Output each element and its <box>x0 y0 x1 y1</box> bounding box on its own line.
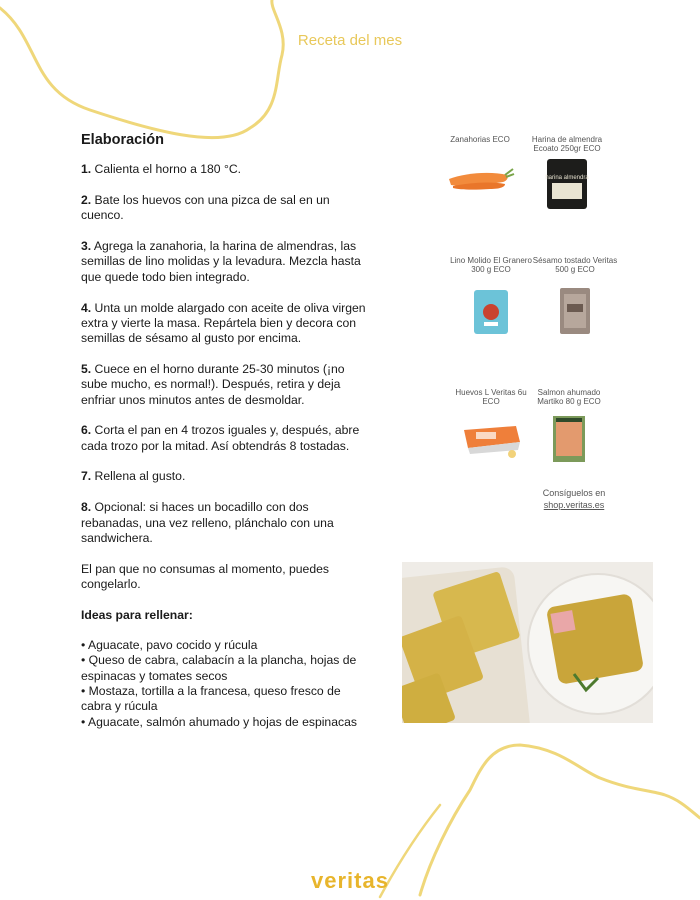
section-heading: Elaboración <box>81 132 164 148</box>
product-sesame[interactable] <box>530 256 620 336</box>
product-almond-flour[interactable] <box>522 135 612 213</box>
carrot-image <box>445 155 515 195</box>
list-item: • Aguacate, pavo cocido y rúcula <box>81 638 258 653</box>
sesame-bag-image <box>550 276 600 336</box>
step-2: 2. Bate los huevos con una pizca de sal en un cuenco. <box>81 193 330 223</box>
sandwich-photo <box>402 562 653 723</box>
step-4: 4. Unta un molde alargado con aceite de oliva virgen extra y vierte la masa. Repártela bien y decora con semillas de sésamo al gusto por encima. <box>81 300 366 346</box>
step-5: 5. Cuece en el horno durante 25-30 minutos (¡no sube mucho, es normal!). Después, retira y deja enfriar unos minutos antes de desmoldar. <box>81 361 345 407</box>
freeze-note: El pan que no consumas al momento, puedes congelarlo. <box>81 561 329 591</box>
salmon-pack-image <box>544 408 594 464</box>
product-name: Huevos L Veritas 6u ECO <box>455 388 527 406</box>
product-name: Salmon ahumado Martiko 80 g ECO <box>537 388 601 406</box>
ideas-heading: Ideas para rellenar: <box>81 607 193 622</box>
almond-flour-bag-image <box>542 155 592 213</box>
product-flax[interactable] <box>446 256 536 336</box>
step-6: 6. Corta el pan en 4 trozos iguales y, después, abre cada trozo por la mitad. Así obtendrás 8 tostadas. <box>81 423 360 453</box>
product-salmon[interactable] <box>524 388 614 464</box>
product-name: Harina de almendra Ecoato 250gr ECO <box>531 135 603 153</box>
package-label: harina almendra <box>545 175 589 181</box>
step-7: 7. Rellena al gusto. <box>81 469 186 484</box>
cta-text: Consíguelos en <box>542 488 606 498</box>
flax-bag-image <box>466 276 516 336</box>
product-eggs[interactable] <box>446 388 536 460</box>
eggs-box-image <box>456 408 526 460</box>
step-3: 3. Agrega la zanahoria, la harina de almendras, las semillas de lino molidas y la levadura. Mezcla hasta que quede todo bien integrado. <box>81 239 361 284</box>
product-name: Lino Molido El Granero 300 g ECO <box>450 256 532 274</box>
recipe-instructions <box>81 133 371 730</box>
page-title: Receta del mes <box>297 32 403 49</box>
product-carrots[interactable] <box>435 135 525 195</box>
list-item: • Mostaza, tortilla a la francesa, queso fresco de cabra y rúcula <box>81 683 341 714</box>
product-name: Sésamo tostado Veritas 500 g ECO <box>532 256 618 274</box>
step-1: 1. Calienta el horno a 180 °C. <box>81 162 242 177</box>
step-8: 8. Opcional: si haces un bocadillo con dos rebanadas, una vez relleno, plánchalo con una sandwichera. <box>81 500 334 545</box>
shop-callout <box>530 487 618 511</box>
veritas-logo: veritas <box>311 868 389 893</box>
list-item: • Queso de cabra, calabacín a la plancha, hojas de espinacas y tomates secos <box>81 653 357 683</box>
list-item: • Aguacate, salmón ahumado y hojas de espinacas <box>81 714 357 729</box>
ideas-list <box>81 638 371 730</box>
product-name: Zanahorias ECO <box>450 135 510 144</box>
shop-link[interactable]: shop.veritas.es <box>543 500 605 510</box>
